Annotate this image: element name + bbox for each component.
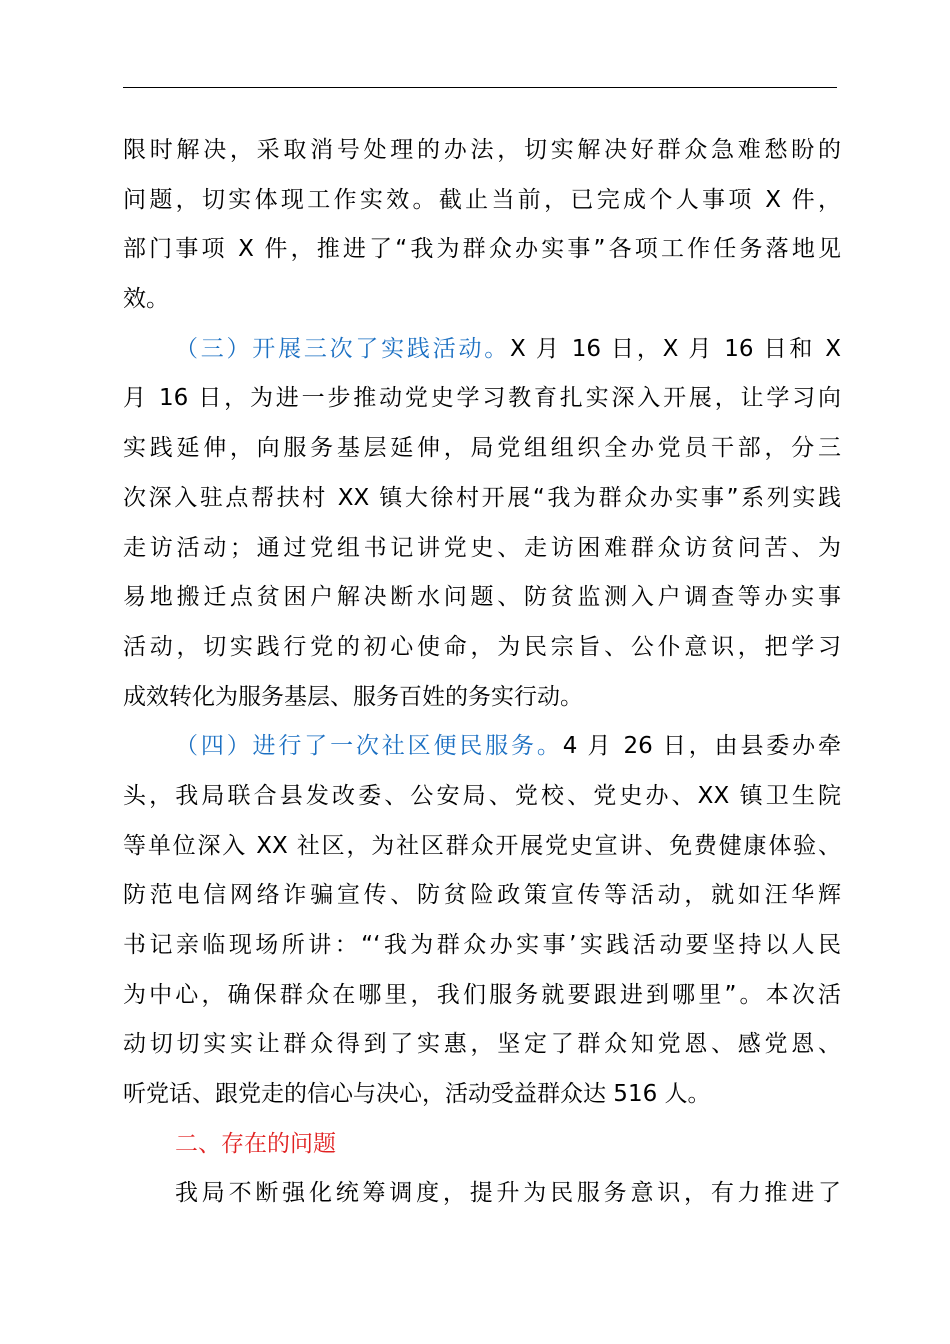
subheading-3: （三）开展三次了实践活动。 <box>175 335 511 362</box>
body-line: 效。 <box>123 286 169 313</box>
body-line: 成效转化为服务基层、服务百姓的务实行动。 <box>123 683 583 710</box>
document-body <box>123 126 841 1219</box>
subheading-paragraph-4 <box>123 722 841 772</box>
body-line: 实践延伸，向服务基层延伸，局党组组织全办党员干部，分三 <box>123 435 841 462</box>
body-text: 4 月 26 日，由县委办牵 <box>562 733 841 760</box>
body-line: 问题，切实体现工作实效。截止当前，已完成个人事项 X 件， <box>123 186 841 213</box>
body-line: 书记亲临现场所讲：“‘我为群众办实事’实践活动要坚持以人民 <box>123 932 841 958</box>
body-line: 为中心，确保群众在哪里，我们服务就要跟进到哪里”。本次活 <box>123 981 841 1008</box>
body-text: X 月 16 日，X 月 16 日和 X <box>510 335 842 362</box>
body-line: 听党话、跟党走的信心与决心，活动受益群众达 516 人。 <box>123 1081 711 1108</box>
body-line: 限时解决，采取消号处理的办法，切实解决好群众急难愁盼的 <box>123 137 841 163</box>
body-line: 部门事项 X 件，推进了“我为群众办实事”各项工作任务落地见 <box>123 236 841 263</box>
header-rule <box>123 87 837 88</box>
body-line: 我局不断强化统筹调度，提升为民服务意识，有力推进了 <box>175 1180 841 1207</box>
body-line: 月 16 日，为进一步推动党史学习教育扎实深入开展，让学习向 <box>123 385 841 412</box>
subheading-4: （四）进行了一次社区便民服务。 <box>175 733 563 760</box>
body-line: 等单位深入 XX 社区，为社区群众开展党史宣讲、免费健康体验、 <box>123 832 841 859</box>
body-line: 易地搬迁点贫困户解决断水问题、防贫监测入户调查等办实事 <box>123 584 841 611</box>
section-heading: 二、存在的问题 <box>175 1130 336 1157</box>
body-line: 走访活动；通过党组书记讲党史、走访困难群众访贫问苦、为 <box>123 534 841 561</box>
body-line: 活动，切实践行党的初心使命，为民宗旨、公仆意识，把学习 <box>123 633 841 660</box>
body-line: 次深入驻点帮扶村 XX 镇大徐村开展“我为群众办实事”系列实践 <box>123 484 841 511</box>
body-line: 动切切实实让群众得到了实惠，坚定了群众知党恩、感党恩、 <box>123 1031 841 1058</box>
subheading-paragraph-3 <box>123 325 841 375</box>
body-line: 防范电信网络诈骗宣传、防贫险政策宣传等活动，就如汪华辉 <box>123 882 841 909</box>
body-line: 头，我局联合县发改委、公安局、党校、党史办、XX 镇卫生院 <box>123 782 841 809</box>
